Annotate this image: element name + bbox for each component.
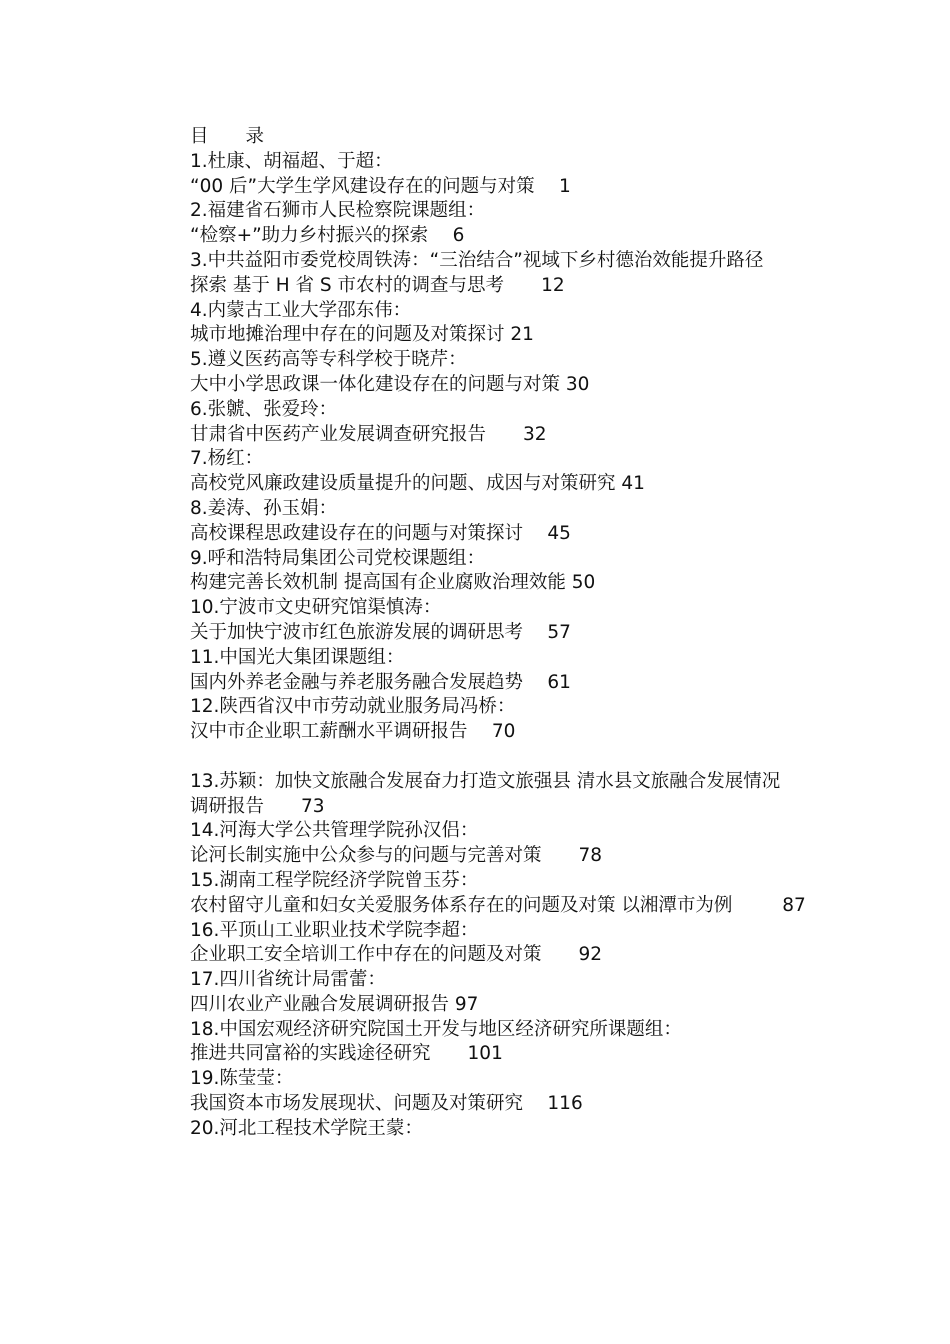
toc-entry[interactable] [146, 993, 816, 1018]
page-number: 87 [782, 894, 806, 916]
toc-title: 关于加快宁波市红色旅游发展的调研思考 [190, 621, 524, 643]
toc-author: 17.四川省统计局雷蕾： [190, 969, 386, 991]
toc-entry[interactable] [146, 621, 816, 646]
toc-title: 探索 基于 H 省 S 市农村的调查与思考 [190, 274, 505, 296]
page-number: 101 [467, 1043, 503, 1065]
toc-entry[interactable] [146, 571, 816, 596]
page-number: 73 [301, 795, 325, 817]
page-number: 97 [454, 993, 479, 1015]
toc-title: 调研报告 [190, 795, 265, 817]
toc-entry[interactable] [146, 720, 816, 745]
page-number: 70 [491, 721, 516, 743]
toc-entry[interactable] [146, 373, 816, 398]
page-number: 41 [621, 473, 645, 495]
toc-author: 2.福建省石狮市人民检察院课题组： [190, 200, 486, 222]
toc-author: 16.平顶山工业职业技术学院李超： [190, 919, 479, 941]
toc-title: 甘肃省中医药产业发展调查研究报告 [190, 423, 487, 445]
toc-author: 14.河海大学公共管理学院孙汉侣： [190, 820, 479, 842]
page-number: 30 [565, 373, 590, 395]
toc-author: 8.姜涛、孙玉娟： [190, 497, 338, 519]
page-number: 32 [523, 423, 547, 445]
toc-author: 15.湖南工程学院经济学院曾玉芬： [190, 869, 479, 891]
toc-author: 1.杜康、胡福超、于超： [190, 150, 393, 172]
toc-author: 10.宁波市文史研究馆渠慎涛： [190, 597, 442, 619]
toc-title: 大中小学思政课一体化建设存在的问题与对策 [190, 373, 561, 395]
page-number: 6 [452, 225, 465, 247]
toc-title: 高校党风廉政建设质量提升的问题、成因与对策研究 [190, 473, 616, 495]
toc-entry[interactable] [146, 795, 816, 820]
page-number: 50 [571, 572, 596, 594]
page-number: 1 [558, 175, 571, 197]
toc-entry[interactable] [146, 224, 816, 249]
toc-entry[interactable] [146, 472, 816, 497]
toc-title: 我国资本市场发展现状、问题及对策研究 [190, 1093, 524, 1115]
toc-entry[interactable] [146, 175, 816, 200]
toc-entry[interactable] [146, 1092, 816, 1117]
toc-title: 构建完善长效机制 提高国有企业腐败治理效能 [190, 572, 566, 594]
blank-line [146, 745, 816, 770]
table-of-contents [146, 125, 816, 1142]
toc-title: 农村留守儿童和妇女关爱服务体系存在的问题及对策 以湘潭市为例 [190, 894, 733, 916]
toc-heading: 目 录 [190, 126, 265, 147]
toc-entry[interactable] [146, 894, 816, 919]
page-number: 12 [541, 274, 565, 296]
toc-author: 18.中国宏观经济研究院国土开发与地区经济研究所课题组： [190, 1018, 682, 1040]
toc-entry[interactable] [146, 844, 816, 869]
page-number: 61 [547, 671, 571, 693]
toc-author: 20.河北工程技术学院王蒙： [190, 1117, 423, 1139]
page-number: 116 [547, 1093, 583, 1115]
toc-entry[interactable] [146, 274, 816, 299]
toc-entry[interactable] [146, 1042, 816, 1067]
toc-title: “检察+”助力乡村振兴的探索 [190, 225, 429, 247]
toc-author: 9.呼和浩特局集团公司党校课题组： [190, 547, 486, 569]
toc-title: 国内外养老金融与养老服务融合发展趋势 [190, 671, 524, 693]
toc-title: 企业职工安全培训工作中存在的问题及对策 [190, 944, 542, 966]
toc-author: 6.张虩、张爱玲： [190, 398, 338, 420]
toc-title: 论河长制实施中公众参与的问题与完善对策 [190, 845, 542, 867]
page-number: 92 [578, 944, 603, 966]
toc-author: 3.中共益阳市委党校周铁涛：“三治结合”视域下乡村德治效能提升路径 [190, 249, 764, 271]
toc-author: 19.陈莹莹： [190, 1068, 294, 1090]
page-number: 78 [578, 845, 603, 867]
toc-author: 5.遵义医药高等专科学校于晓芹： [190, 349, 467, 371]
page-number: 45 [547, 522, 571, 544]
toc-title: 城市地摊治理中存在的问题及对策探讨 [190, 324, 505, 346]
toc-author: 4.内蒙古工业大学邵东伟： [190, 299, 412, 321]
toc-author: 11.中国光大集团课题组： [190, 646, 405, 668]
toc-entry[interactable] [146, 323, 816, 348]
page-number: 57 [547, 621, 571, 643]
toc-title: 四川农业产业融合发展调研报告 [190, 993, 450, 1015]
toc-title: 汉中市企业职工薪酬水平调研报告 [190, 721, 468, 743]
toc-title: 推进共同富裕的实践途径研究 [190, 1043, 431, 1065]
toc-entry[interactable] [146, 522, 816, 547]
toc-entry[interactable] [146, 671, 816, 696]
toc-entry[interactable] [146, 943, 816, 968]
toc-title: 高校课程思政建设存在的问题与对策探讨 [190, 522, 524, 544]
toc-entry[interactable] [146, 423, 816, 448]
toc-author: 7.杨红： [190, 448, 264, 470]
toc-title: “00 后”大学生学风建设存在的问题与对策 [190, 175, 535, 197]
toc-author: 13.苏颖：加快文旅融合发展奋力打造文旅强县 清水县文旅融合发展情况 [190, 770, 781, 792]
page-number: 21 [510, 324, 534, 346]
toc-author: 12.陕西省汉中市劳动就业服务局冯桥： [190, 696, 516, 718]
